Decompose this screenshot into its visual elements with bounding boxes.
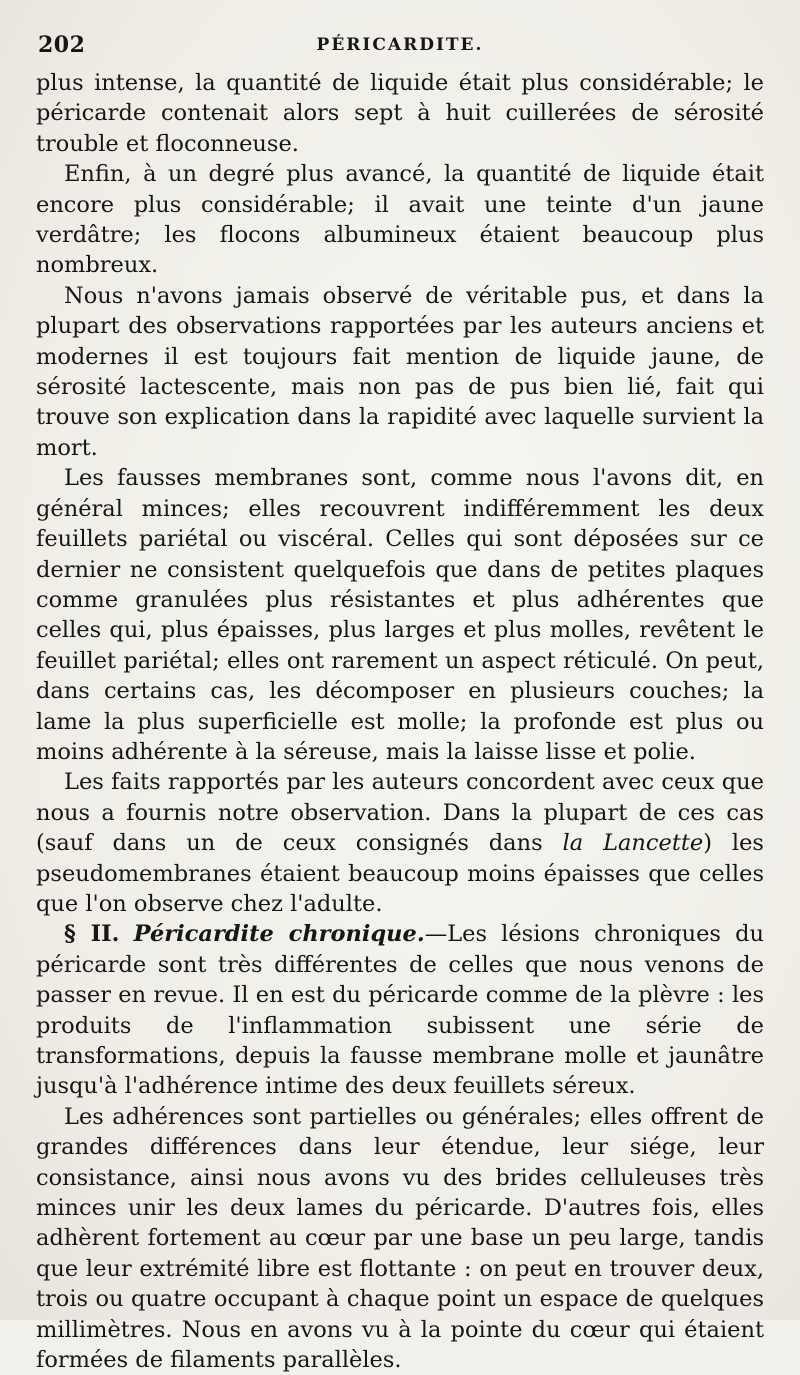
body-text bbox=[36, 68, 764, 1375]
paragraph-5-text-b: ) les pseudomembranes étaient beaucoup moins épaisses que celles que l'on observe chez l'adulte. bbox=[36, 830, 764, 917]
section-number: § II. bbox=[64, 921, 120, 948]
paragraph-6 bbox=[36, 919, 764, 1101]
paragraph-3: Nous n'avons jamais observé de véritable pus, et dans la plupart des observations rapportées par les auteurs anciens et modernes il est toujours fait mention de liquide jaune, de sérosité lactescente, mais non pas de pus bien lié, fait qui trouve son explication dans la rapidité avec laquelle survient la mort. bbox=[36, 282, 764, 461]
page-header bbox=[38, 32, 762, 62]
paragraph-1: plus intense, la quantité de liquide était plus considérable; le péricarde contenait alors sept à huit cuillerées de sérosité trouble et floconneuse. bbox=[36, 70, 764, 157]
cited-work-title: la Lancette bbox=[562, 830, 704, 857]
paragraph-7: Les adhérences sont partielles ou générales; elles offrent de grandes différences dans leur étendue, leur siége, leur consistance, ainsi nous avons vu des brides celluleuses très minces unir les deux lames du péricarde. D'autres fois, elles adhèrent fortement au cœur par une base un peu large, tandis que leur extrémité libre est flottante : on peut en trouver deux, trois ou quatre occupant à chaque point un espace de quelques millimètres. Nous en avons vu à la pointe du cœur qui étaient formées de filaments parallèles. bbox=[36, 1103, 764, 1374]
paragraph-4: Les fausses membranes sont, comme nous l'avons dit, en général minces; elles recouvrent indifféremment les deux feuillets pariétal ou viscéral. Celles qui sont déposées sur ce dernier ne consistent quelquefois que dans de petites plaques comme granulées plus résistantes et plus adhérentes que celles qui, plus épaisses, plus larges et plus molles, revêtent le feuillet pariétal; elles ont rarement un aspect réticulé. On peut, dans certains cas, les décomposer en plusieurs couches; la lame la plus superficielle est molle; la profonde est plus ou moins adhérente à la séreuse, mais la laisse lisse et polie. bbox=[36, 465, 764, 765]
section-title: Péricardite chronique. bbox=[133, 921, 425, 948]
paragraph-5 bbox=[36, 767, 764, 919]
page-number: 202 bbox=[38, 32, 86, 58]
running-head: PÉRICARDITE. bbox=[316, 35, 484, 55]
paragraph-5-text-a: Les faits rapportés par les auteurs concordent avec ceux que nous a fournis notre observation. Dans la plupart de ces cas (sauf dans un de ceux consignés dans bbox=[36, 769, 764, 857]
paragraph-2: Enfin, à un degré plus avancé, la quantité de liquide était encore plus considérable; il avait une teinte d'un jaune verdâtre; les flocons albumineux étaient beaucoup plus nombreux. bbox=[36, 161, 764, 279]
paragraph-6-text: —Les lésions chroniques du péricarde sont très différentes de celles que nous venons de passer en revue. Il en est du péricarde comme de la plèvre : les produits de l'inflammation subissent une série de transformations, depuis la fausse membrane molle et jaunâtre jusqu'à l'adhérence intime des deux feuillets séreux. bbox=[36, 921, 764, 1100]
